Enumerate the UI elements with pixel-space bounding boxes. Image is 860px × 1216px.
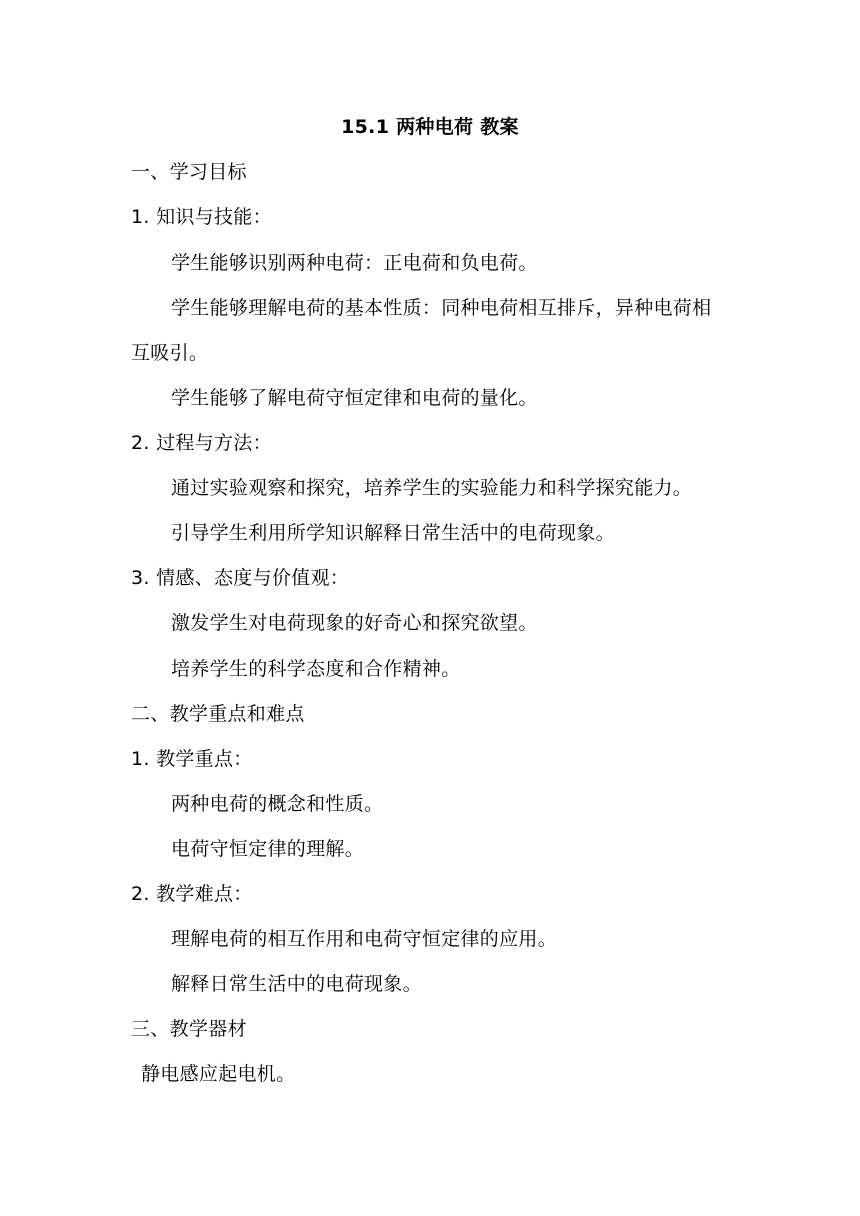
- paragraph-line: 通过实验观察和探究，培养学生的实验能力和科学探究能力。: [171, 477, 693, 499]
- paragraph-line: 学生能够识别两种电荷：正电荷和负电荷。: [171, 252, 538, 274]
- subheading-knowledge-skills: 1. 知识与技能：: [131, 206, 272, 228]
- paragraph-line: 学生能够理解电荷的基本性质：同种电荷相互排斥，异种电荷相: [171, 297, 712, 319]
- subheading-emotion-values: 3. 情感、态度与价值观：: [131, 567, 350, 589]
- paragraph-line: 静电感应起电机。: [141, 1063, 296, 1085]
- paragraph-line: 互吸引。: [131, 342, 209, 364]
- paragraph-line: 两种电荷的概念和性质。: [171, 793, 384, 815]
- section-heading-equipment: 三、教学器材: [131, 1018, 247, 1040]
- paragraph-line: 培养学生的科学态度和合作精神。: [171, 658, 461, 680]
- section-heading-objectives: 一、学习目标: [131, 161, 247, 183]
- paragraph-line: 学生能够了解电荷守恒定律和电荷的量化。: [171, 387, 538, 409]
- subheading-teaching-difficulty: 2. 教学难点：: [131, 883, 253, 905]
- paragraph-line: 引导学生利用所学知识解释日常生活中的电荷现象。: [171, 522, 615, 544]
- paragraph-line: 激发学生对电荷现象的好奇心和探究欲望。: [171, 612, 538, 634]
- paragraph-line: 电荷守恒定律的理解。: [171, 838, 365, 860]
- subheading-teaching-focus: 1. 教学重点：: [131, 748, 253, 770]
- paragraph-line: 解释日常生活中的电荷现象。: [171, 973, 422, 995]
- document-title: 15.1 两种电荷 教案: [341, 116, 519, 138]
- paragraph-line: 理解电荷的相互作用和电荷守恒定律的应用。: [171, 928, 558, 950]
- subheading-process-methods: 2. 过程与方法：: [131, 432, 272, 454]
- section-heading-key-points: 二、教学重点和难点: [131, 703, 305, 725]
